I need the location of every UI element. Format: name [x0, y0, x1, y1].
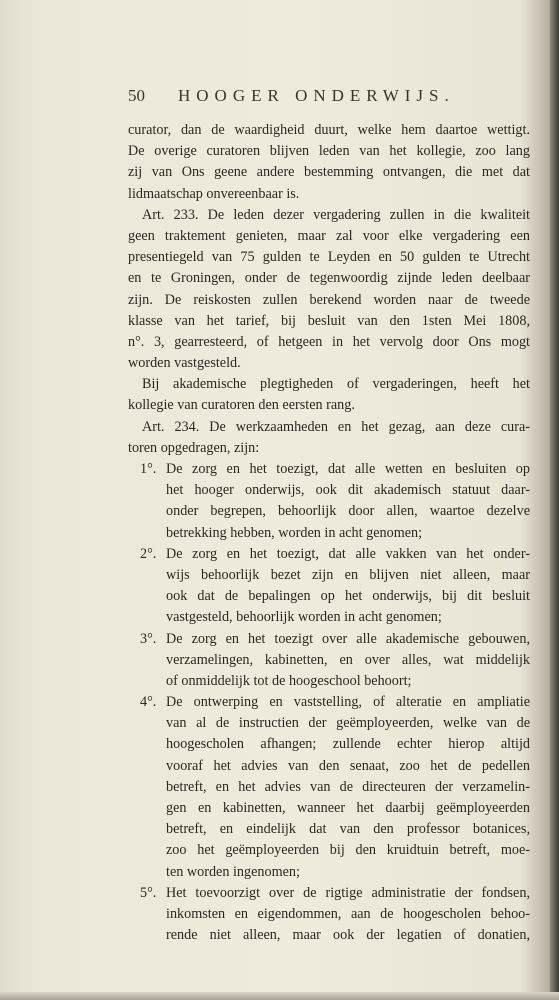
text-line: Art. 234. De werkzaamheden en het gezag, aan deze cura- — [142, 418, 530, 435]
list-item-line: inkomsten en eigendommen, aan de hoogescholen behoo- — [166, 905, 530, 922]
list-item-line: zoo het geëmployeerden bij den kruidtuin betreft, moe- — [166, 842, 530, 859]
list-item-line: vooraf het advies van den senaat, zoo het de pedellen — [166, 757, 530, 774]
list-item — [128, 692, 530, 883]
list-item-line: onder begrepen, behoorlijk door allen, waartoe dezelve — [166, 503, 530, 520]
list-item-number: 5°. — [140, 884, 157, 901]
list-item-line: betrekking hebben, worden in acht genomen; — [166, 524, 423, 541]
text-line: zijn. De reiskosten zullen berekend worden naar de tweede — [128, 291, 530, 308]
list-item-first-line — [128, 544, 530, 565]
list-item-line: het hooger onderwijs, ook dit akademisch statuut daar- — [166, 482, 530, 499]
list-item — [128, 459, 530, 544]
list-item-text: De zorg en het toezigt over alle akademische gebouwen, — [166, 630, 530, 647]
list-item — [128, 883, 530, 947]
list-item-line: ten worden ingenomen; — [166, 863, 300, 880]
text-line: Art. 233. De leden dezer vergadering zullen in die kwaliteit — [142, 206, 530, 223]
page-edge-shadow — [550, 0, 559, 1000]
list-item-number: 2°. — [140, 545, 157, 562]
text-line: presentiegeld van 75 gulden te Leyden en 50 gulden te Utrecht — [128, 249, 530, 266]
list-item-line: betreft, en eindelijk dat van den professor botanices, — [166, 821, 530, 838]
list-item-number: 4°. — [140, 694, 157, 711]
list-item-text: Het toevoorzigt over de rigtige administratie der fondsen, — [166, 884, 530, 901]
text-line: Bij akademische plegtigheden of vergaderingen, heeft het — [142, 376, 530, 393]
list-item-text: De zorg en het toezigt, dat alle vakken van het onder- — [166, 545, 530, 562]
text-line: en te Groningen, onder de tegenwoordig zijnde leden deelbaar — [128, 270, 530, 287]
list-item-line: rende niet alleen, maar ook der legatien of donatien, — [166, 927, 530, 944]
paragraph-block — [128, 120, 530, 459]
list-item — [128, 629, 530, 693]
text-line: n°. 3, gearresteerd, of hetgeen in het vervolg door Ons mogt — [128, 333, 530, 350]
text-line: toren opgedragen, zijn: — [128, 439, 260, 456]
list-item — [128, 544, 530, 629]
list-item-text: De zorg en het toezigt, dat alle wetten en besluiten op — [166, 461, 530, 477]
list-item-first-line — [128, 692, 530, 713]
list-item-line: wijs behoorlijk bezet zijn en blijven niet alleen, maar — [166, 566, 530, 583]
list-item-number: 1°. — [140, 461, 157, 477]
text-line: lidmaatschap onvereenbaar is. — [128, 185, 300, 202]
running-title: HOOGER ONDERWIJS. — [178, 86, 455, 105]
enumerated-list — [128, 459, 530, 946]
text-line: curator, dan de waardigheid duurt, welke hem daartoe wettigt. — [128, 122, 530, 138]
text-line: klasse van het tarief, bij besluit van den 1sten Mei 1808, — [128, 312, 530, 329]
list-item-text: De ontwerping en vaststelling, of alteratie en ampliatie — [166, 694, 530, 711]
list-item-line: betreft, en het advies van de directeuren der verzamelin- — [166, 778, 530, 795]
list-item-line: gen en kabinetten, wanneer het daarbij geëmployeerden — [166, 800, 530, 816]
list-item-line: verzamelingen, kabinetten, en over alles, wat middelijk — [166, 651, 530, 668]
list-item-first-line — [128, 883, 530, 904]
list-item-line: vastgesteld, behoorlijk worden in acht genomen; — [166, 609, 442, 626]
text-line: De overige curatoren blijven leden van het kollegie, zoo lang — [128, 143, 530, 160]
text-line: worden vastgesteld. — [128, 355, 241, 372]
page-number: 50 — [128, 86, 145, 105]
page-header — [128, 86, 478, 110]
list-item-number: 3°. — [140, 630, 157, 647]
list-item-first-line — [128, 629, 530, 650]
list-item-line: hoogescholen afhangen; zullende echter hierop altijd — [166, 736, 530, 753]
page-bottom-edge — [0, 992, 559, 1000]
list-item-line: of onmiddelijk tot de hoogeschool behoort; — [166, 672, 412, 689]
text-line: geen traktement genieten, maar zal voor elke vergadering een — [128, 227, 530, 244]
list-item-line: van al de instructien der geëmployeerden, welke van de — [166, 715, 530, 732]
list-item-first-line — [128, 459, 530, 480]
body-text — [128, 120, 530, 946]
text-line: kollegie van curatoren den eersten rang. — [128, 397, 355, 414]
text-line: zij van Ons geene andere bestemming ontvangen, die met dat — [128, 164, 530, 181]
list-item-line: ook dat de bepalingen op het onderwijs, bij dit besluit — [166, 588, 530, 605]
